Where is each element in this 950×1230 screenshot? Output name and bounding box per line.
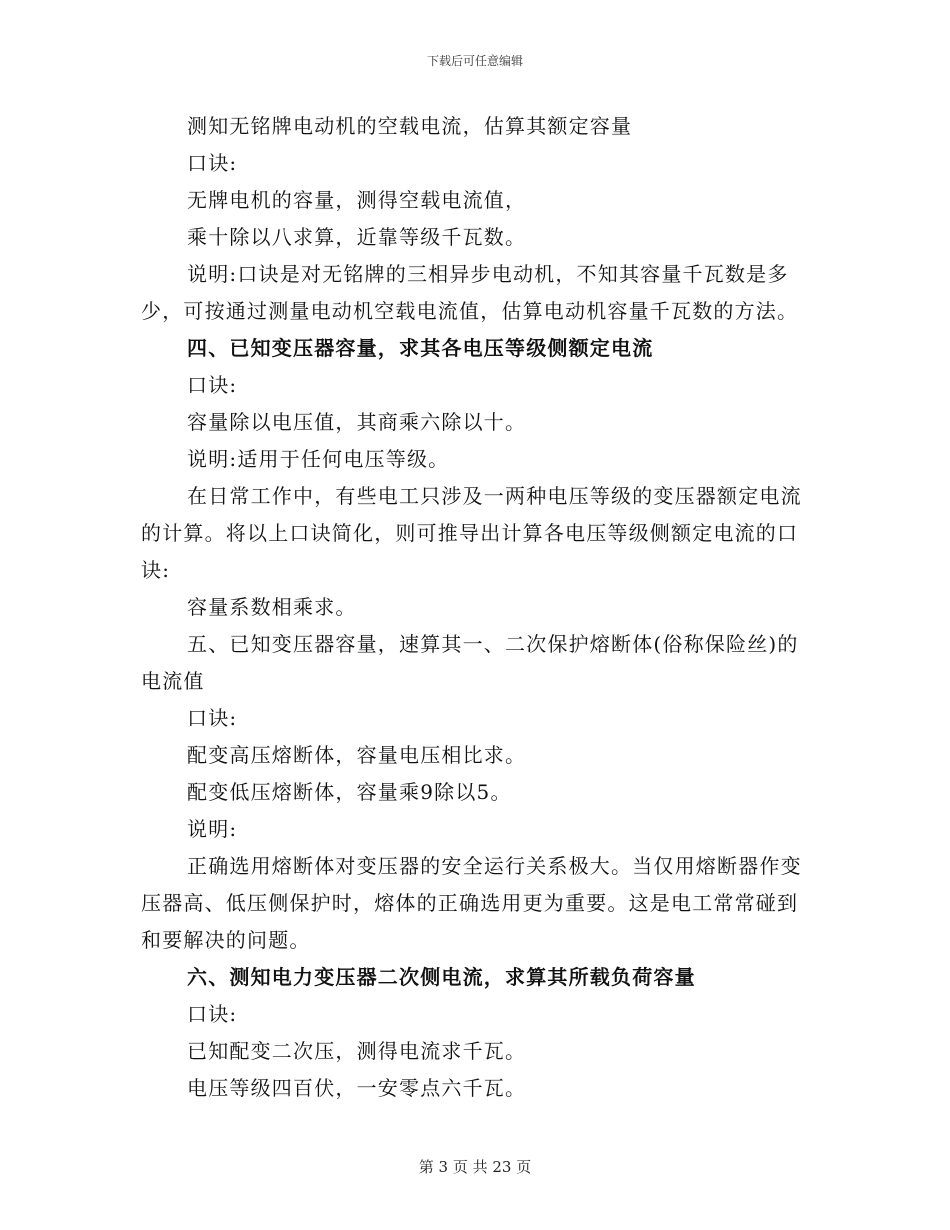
paragraph: 口诀: [187, 706, 238, 730]
paragraph: 测知无铭牌电动机的空载电流，估算其额定容量 [187, 114, 633, 138]
paragraph: 配变高压熔断体，容量电压相比求。 [187, 743, 527, 767]
paragraph: 口诀: [187, 1002, 238, 1026]
paragraph: 无牌电机的容量，测得空载电流值， [187, 188, 527, 212]
paragraph: 口诀: [187, 373, 238, 397]
paragraph: 配变低压熔断体，容量乘9除以5。 [187, 780, 512, 804]
document-body [141, 108, 811, 1107]
paragraph: 说明:口诀是对无铭牌的三相异步电动机，不知其容量千瓦数是多少，可按通过测量电动机空载电流值，估算电动机容量千瓦数的方法。 [141, 262, 799, 323]
paragraph: 已知配变二次压，测得电流求千瓦。 [187, 1039, 527, 1063]
page-footer: 第 3 页 共 23 页 [418, 1158, 532, 1176]
paragraph: 容量系数相乘求。 [187, 595, 357, 619]
section-heading: 四、已知变压器容量，求其各电压等级侧额定电流 [187, 336, 654, 360]
section-heading: 五、已知变压器容量，速算其一、二次保护熔断体(俗称保险丝)的电流值 [141, 632, 799, 693]
paragraph: 在日常工作中，有些电工只涉及一两种电压等级的变压器额定电流的计算。将以上口诀简化，则可推导出计算各电压等级侧额定电流的口诀: [141, 484, 802, 582]
paragraph: 说明:适用于任何电压等级。 [187, 447, 450, 471]
paragraph: 电压等级四百伏，一安零点六千瓦。 [187, 1076, 527, 1100]
section-heading: 六、测知电力变压器二次侧电流，求算其所载负荷容量 [187, 965, 696, 989]
page-header: 下载后可任意编辑 [426, 54, 523, 68]
paragraph: 口诀: [187, 151, 238, 175]
paragraph: 说明: [187, 817, 238, 841]
paragraph: 正确选用熔断体对变压器的安全运行关系极大。当仅用熔断器作变压器高、低压侧保护时，熔体的正确选用更为重要。这是电工常常碰到和要解决的问题。 [141, 854, 802, 952]
paragraph: 容量除以电压值，其商乘六除以十。 [187, 410, 527, 434]
paragraph: 乘十除以八求算，近靠等级千瓦数。 [187, 225, 527, 249]
